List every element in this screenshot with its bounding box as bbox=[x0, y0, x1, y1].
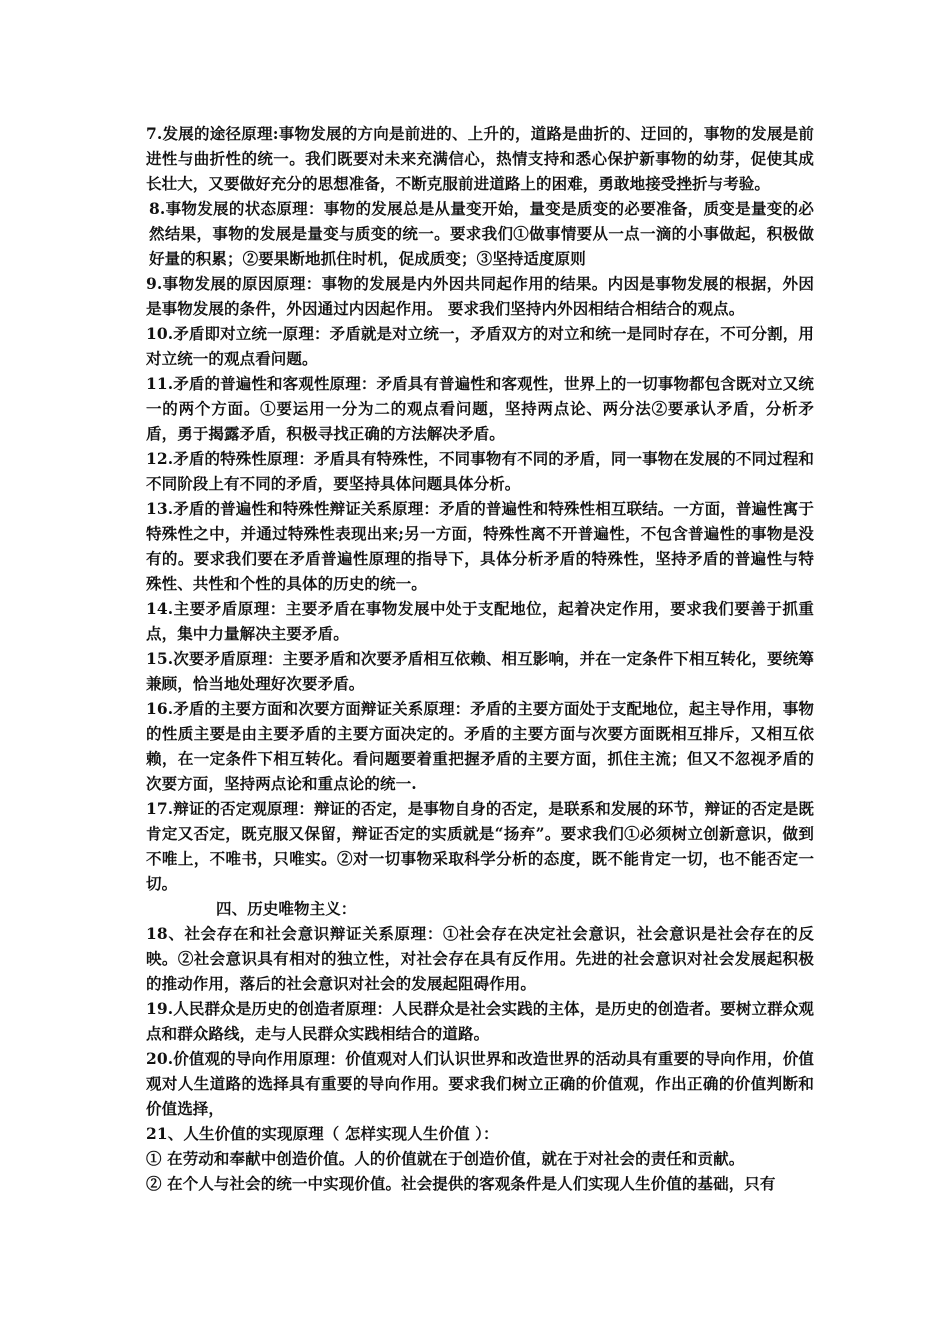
paragraph-19: 19.人民群众是历史的创造者原理：人民群众是社会实践的主体，是历史的创造者。要树立群众观点和群众路线，走与人民群众实践相结合的道路。 bbox=[146, 999, 814, 1043]
section-heading-historical-materialism: 四、历史唯物主义： bbox=[216, 899, 357, 918]
document-body bbox=[146, 121, 814, 1196]
paragraph-21-heading: 21、人生价值的实现原理（ 怎样实现人生价值 ）： bbox=[146, 1124, 499, 1143]
paragraph-16: 16.矛盾的主要方面和次要方面辩证关系原理：矛盾的主要方面处于支配地位，起主导作用，事物的性质主要是由主要矛盾的主要方面决定的。矛盾的主要方面与次要方面既相互排斥，又相互依赖，在一定条件下相互转化。看问题要着重把握矛盾的主要方面，抓住主流；但又不忽视矛盾的次要方面，坚持两点论和重点论的统一. bbox=[146, 699, 814, 793]
paragraph-12: 12.矛盾的特殊性原理：矛盾具有特殊性，不同事物有不同的矛盾，同一事物在发展的不同过程和不同阶段上有不同的矛盾，要坚持具体问题具体分析。 bbox=[146, 449, 814, 493]
paragraph-21-point-2: ② 在个人与社会的统一中实现价值。社会提供的客观条件是人们实现人生价值的基础，只有 bbox=[146, 1174, 776, 1193]
paragraph-11: 11.矛盾的普遍性和客观性原理：矛盾具有普遍性和客观性，世界上的一切事物都包含既对立又统一的两个方面。①要运用一分为二的观点看问题，坚持两点论、两分法②要承认矛盾，分析矛盾，勇于揭露矛盾，积极寻找正确的方法解决矛盾。 bbox=[146, 374, 814, 443]
paragraph-13: 13.矛盾的普遍性和特殊性辩证关系原理：矛盾的普遍性和特殊性相互联结。一方面，普遍性寓于特殊性之中，并通过特殊性表现出来;另一方面，特殊性离不开普遍性，不包含普遍性的事物是没有的。要求我们要在矛盾普遍性原理的指导下，具体分析矛盾的特殊性，坚持矛盾的普遍性与特殊性、共性和个性的具体的历史的统一。 bbox=[146, 499, 814, 593]
paragraph-8: 8.事物发展的状态原理：事物的发展总是从量变开始，量变是质变的必要准备，质变是量变的必然结果，事物的发展是量变与质变的统一。要求我们①做事情要从一点一滴的小事做起，积极做好量的积累；②要果断地抓住时机，促成质变；③坚持适度原则 bbox=[149, 199, 814, 268]
paragraph-9: 9.事物发展的原因原理：事物的发展是内外因共同起作用的结果。内因是事物发展的根据，外因是事物发展的条件，外因通过内因起作用。 要求我们坚持内外因相结合相结合的观点。 bbox=[146, 274, 814, 318]
paragraph-7: 7.发展的途径原理:事物发展的方向是前进的、上升的，道路是曲折的、迂回的，事物的发展是前进性与曲折性的统一。我们既要对未来充满信心，热情支持和悉心保护新事物的幼芽，促使其成长壮大，又要做好充分的思想准备，不断克服前进道路上的困难，勇敢地接受挫折与考验。 bbox=[146, 124, 814, 193]
paragraph-10: 10.矛盾即对立统一原理：矛盾就是对立统一，矛盾双方的对立和统一是同时存在，不可分割，用对立统一的观点看问题。 bbox=[146, 324, 814, 368]
paragraph-14: 14.主要矛盾原理：主要矛盾在事物发展中处于支配地位，起着决定作用，要求我们要善于抓重点，集中力量解决主要矛盾。 bbox=[146, 599, 814, 643]
paragraph-18: 18、社会存在和社会意识辩证关系原理：①社会存在决定社会意识，社会意识是社会存在的反映。②社会意识具有相对的独立性，对社会存在具有反作用。先进的社会意识对社会发展起积极的推动作用，落后的社会意识对社会的发展起阻碍作用。 bbox=[146, 924, 814, 993]
paragraph-21-point-1: ① 在劳动和奉献中创造价值。人的价值就在于创造价值，就在于对社会的责任和贡献。 bbox=[146, 1149, 745, 1168]
paragraph-15: 15.次要矛盾原理：主要矛盾和次要矛盾相互依赖、相互影响，并在一定条件下相互转化，要统筹兼顾，恰当地处理好次要矛盾。 bbox=[146, 649, 814, 693]
paragraph-20: 20.价值观的导向作用原理：价值观对人们认识世界和改造世界的活动具有重要的导向作用，价值观对人生道路的选择具有重要的导向作用。要求我们树立正确的价值观，作出正确的价值判断和价值选择， bbox=[146, 1049, 814, 1118]
paragraph-17: 17.辩证的否定观原理：辩证的否定，是事物自身的否定，是联系和发展的环节，辩证的否定是既肯定又否定，既克服又保留，辩证否定的实质就是“扬弃”。要求我们①必须树立创新意识，做到不唯上，不唯书，只唯实。②对一切事物采取科学分析的态度，既不能肯定一切，也不能否定一切。 bbox=[146, 799, 814, 893]
